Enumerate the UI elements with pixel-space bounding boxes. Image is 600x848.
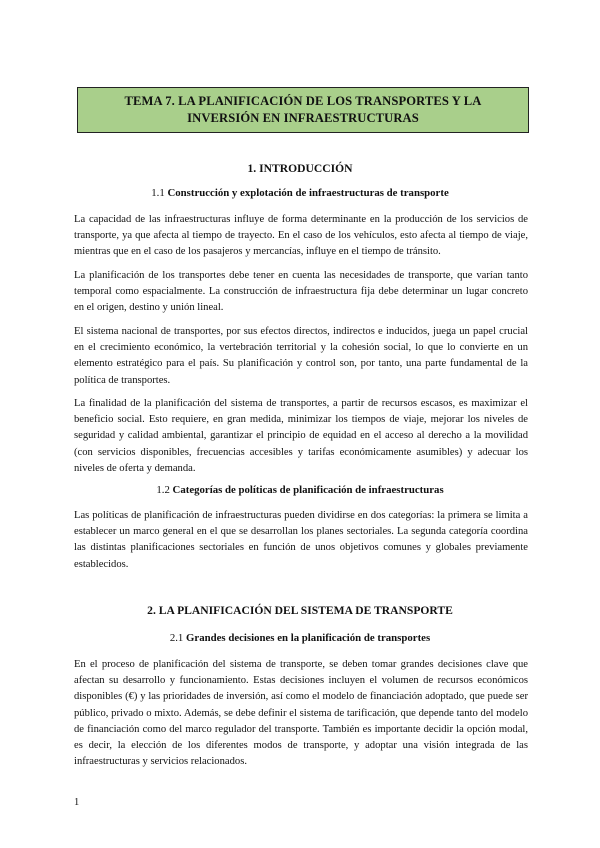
subsection-1-1-heading <box>0 187 600 199</box>
paragraph-1: La capacidad de las infraestructuras influye de forma determinante en la producción de los servicios de transporte, ya que afecta al tiempo de trayecto. En el caso de los vehículos, esto afecta al tiempo de viaje, mientras que en el caso de los pasajeros y mercancías, influye en el tiempo de tránsito. <box>74 214 528 258</box>
subsection-1-2-title: Categorías de políticas de planificación de infraestructuras <box>172 484 444 496</box>
paragraph-3: El sistema nacional de transportes, por sus efectos directos, indirectos e inducidos, juega un papel crucial en el crecimiento económico, la vertebración territorial y la cohesión social, lo que lo convierte en un elemento estratégico para el país. Su planificación y control son, por tanto, una parte fundamental de la política de transportes. <box>74 326 528 386</box>
paragraph-6: En el proceso de planificación del sistema de transporte, se deben tomar grandes decisiones clave que afectan su desarrollo y funcionamiento. Estas decisiones incluyen el volumen de recursos económicos disponibles (€) y las prioridades de inversión, así como el modelo de financiación adoptado, que puede ser público, privado o mixto. Además, se debe definir el sistema de tarificación, que depende tanto del modelo de financiación como del marco regulador del transporte. También es importante decidir la opción modal, es decir, la elección de los diferentes modos de transporte, y adoptar una visión integrada de las infraestructuras y servicios relacionados. <box>74 659 528 768</box>
subsection-2-1-heading <box>0 632 600 644</box>
section-1-heading: 1. INTRODUCCIÓN <box>247 162 353 175</box>
subsection-1-2-heading <box>0 484 600 496</box>
subsection-2-1-number: 2.1 <box>169 632 187 644</box>
subsection-2-1-title: Grandes decisiones en la planificación de transportes <box>186 632 431 644</box>
subsection-1-2-number: 1.2 <box>156 484 173 496</box>
subsection-1-1-title: Construcción y explotación de infraestructuras de transporte <box>167 187 449 199</box>
chapter-title-box <box>77 87 529 133</box>
paragraph-2: La planificación de los transportes debe tener en cuenta las necesidades de transporte, que varían tanto temporal como espacialmente. La construcción de infraestructura fija debe determinar un lugar concreto en el origen, destino y unión lineal. <box>74 270 528 314</box>
chapter-title-line-2: INVERSIÓN EN INFRAESTRUCTURAS <box>187 111 419 125</box>
section-2-heading: 2. LA PLANIFICACIÓN DEL SISTEMA DE TRANSPORTE <box>147 604 453 617</box>
paragraph-5: Las políticas de planificación de infraestructuras pueden dividirse en dos categorías: la primera se limita a establecer un marco general en el que se desarrollan los planes sectoriales. La segunda categoría coordina las distintas planificaciones sectoriales en función de unos objetivos comunes y globales previamente establecidos. <box>74 510 528 570</box>
chapter-title-line-1: TEMA 7. LA PLANIFICACIÓN DE LOS TRANSPORTES Y LA <box>124 94 482 108</box>
paragraph-4: La finalidad de la planificación del sistema de transportes, a partir de recursos escasos, es maximizar el beneficio social. Esto requiere, en gran medida, minimizar los tiempos de viaje, mejorar los niveles de seguridad y calidad ambiental, garantizar el principio de equidad en el acceso al derecho a la movilidad (con servicios disponibles, frecuencias accesibles y tarifas económicamente asumibles) y adecuar los niveles de oferta y demanda. <box>74 398 528 474</box>
page-number: 1 <box>74 797 80 808</box>
subsection-1-1-number: 1.1 <box>151 187 168 199</box>
